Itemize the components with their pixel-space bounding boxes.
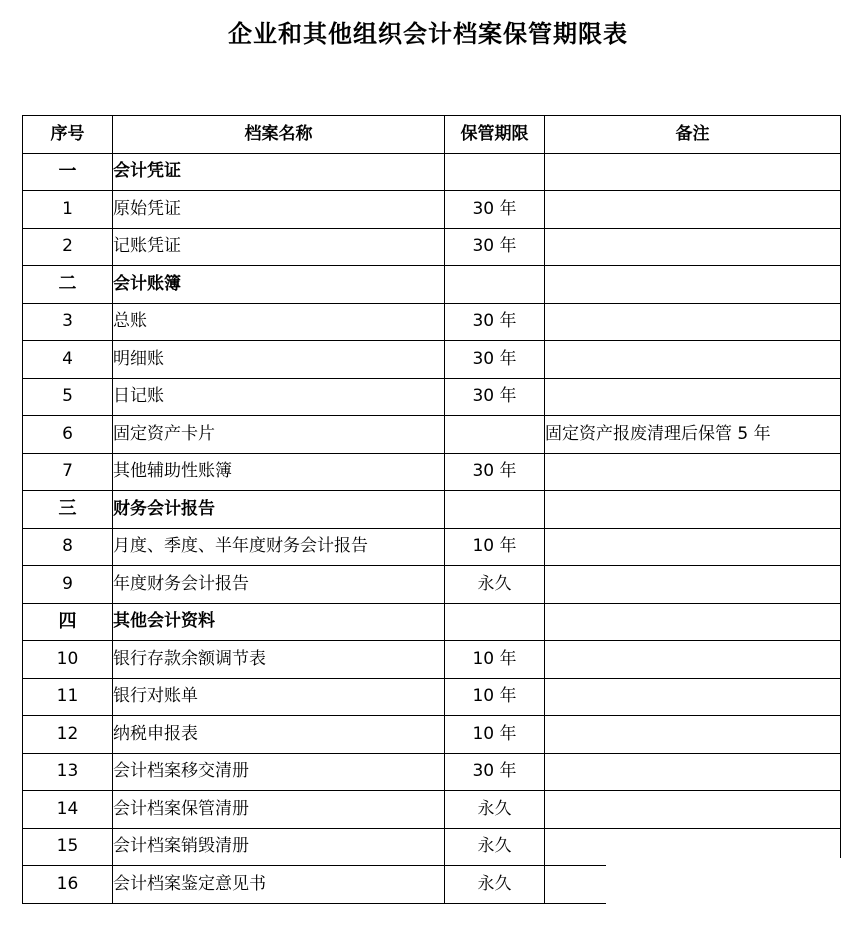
- table-section-row: [23, 603, 841, 641]
- cell-name: 银行对账单: [113, 678, 445, 716]
- cell-seq: 一: [23, 153, 113, 191]
- table-section-row: [23, 153, 841, 191]
- cell-seq: 三: [23, 491, 113, 529]
- cell-period: 永久: [445, 866, 545, 904]
- cell-note: [545, 678, 841, 716]
- table-section-row: [23, 491, 841, 529]
- cell-seq: 11: [23, 678, 113, 716]
- cell-name: 会计档案销毁清册: [113, 828, 445, 866]
- cell-note: [545, 641, 841, 679]
- table-row: [23, 716, 841, 754]
- table-row: [23, 341, 841, 379]
- cell-note: [545, 528, 841, 566]
- cell-period: 10 年: [445, 678, 545, 716]
- cell-period: 30 年: [445, 753, 545, 791]
- cell-name: 银行存款余额调节表: [113, 641, 445, 679]
- header-note: 备注: [545, 116, 841, 154]
- cell-note: [545, 753, 841, 791]
- table-row: [23, 791, 841, 829]
- cell-period: [445, 491, 545, 529]
- cell-name: 会计档案移交清册: [113, 753, 445, 791]
- cell-name: 其他辅助性账簿: [113, 453, 445, 491]
- cell-seq: 6: [23, 416, 113, 454]
- cell-period: 永久: [445, 566, 545, 604]
- cell-period: 永久: [445, 828, 545, 866]
- cell-seq: 16: [23, 866, 113, 904]
- page-title: 企业和其他组织会计档案保管期限表: [228, 20, 628, 48]
- cell-period: [445, 266, 545, 304]
- cell-period: 永久: [445, 791, 545, 829]
- cell-note: [545, 303, 841, 341]
- table-row: [23, 566, 841, 604]
- cell-name: 会计账簿: [113, 266, 445, 304]
- table-row: [23, 228, 841, 266]
- cell-seq: 9: [23, 566, 113, 604]
- table-row: [23, 378, 841, 416]
- table-row: [23, 453, 841, 491]
- cell-period: 30 年: [445, 378, 545, 416]
- cell-name: 会计档案鉴定意见书: [113, 866, 445, 904]
- cell-seq: 5: [23, 378, 113, 416]
- cell-seq: 15: [23, 828, 113, 866]
- cell-period: [445, 603, 545, 641]
- corner-blank: [606, 858, 846, 926]
- cell-name: 会计档案保管清册: [113, 791, 445, 829]
- cell-name: 固定资产卡片: [113, 416, 445, 454]
- cell-note: [545, 228, 841, 266]
- cell-note: [545, 716, 841, 754]
- cell-period: 30 年: [445, 191, 545, 229]
- cell-name: 纳税申报表: [113, 716, 445, 754]
- cell-seq: 四: [23, 603, 113, 641]
- cell-name: 会计凭证: [113, 153, 445, 191]
- cell-period: 30 年: [445, 228, 545, 266]
- cell-seq: 2: [23, 228, 113, 266]
- cell-note: [545, 603, 841, 641]
- cell-period: 30 年: [445, 341, 545, 379]
- cell-name: 总账: [113, 303, 445, 341]
- header-period: 保管期限: [445, 116, 545, 154]
- cell-name: 记账凭证: [113, 228, 445, 266]
- cell-note: [545, 341, 841, 379]
- cell-seq: 10: [23, 641, 113, 679]
- cell-period: 30 年: [445, 303, 545, 341]
- cell-name: 原始凭证: [113, 191, 445, 229]
- cell-name: 日记账: [113, 378, 445, 416]
- cell-period: 10 年: [445, 716, 545, 754]
- cell-note: [545, 791, 841, 829]
- cell-seq: 4: [23, 341, 113, 379]
- cell-period: 10 年: [445, 641, 545, 679]
- cell-name: 明细账: [113, 341, 445, 379]
- cell-seq: 12: [23, 716, 113, 754]
- archive-retention-table: [22, 115, 841, 904]
- table-row: [23, 753, 841, 791]
- cell-name: 财务会计报告: [113, 491, 445, 529]
- cell-seq: 二: [23, 266, 113, 304]
- table-row: [23, 528, 841, 566]
- cell-period: [445, 416, 545, 454]
- table-body: [23, 153, 841, 903]
- cell-note: [545, 191, 841, 229]
- cell-note: [545, 491, 841, 529]
- table-row: [23, 678, 841, 716]
- cell-note: 固定资产报废清理后保管 5 年: [545, 416, 841, 454]
- cell-note: [545, 453, 841, 491]
- cell-name: 月度、季度、半年度财务会计报告: [113, 528, 445, 566]
- cell-name: 年度财务会计报告: [113, 566, 445, 604]
- cell-seq: 1: [23, 191, 113, 229]
- table-row: [23, 191, 841, 229]
- table-row: [23, 303, 841, 341]
- cell-period: 10 年: [445, 528, 545, 566]
- table-row: [23, 641, 841, 679]
- cell-seq: 14: [23, 791, 113, 829]
- header-seq: 序号: [23, 116, 113, 154]
- cell-period: [445, 153, 545, 191]
- cell-seq: 13: [23, 753, 113, 791]
- table-header-row: [23, 116, 841, 154]
- cell-seq: 8: [23, 528, 113, 566]
- table-row: [23, 416, 841, 454]
- table-section-row: [23, 266, 841, 304]
- cell-name: 其他会计资料: [113, 603, 445, 641]
- cell-note: [545, 566, 841, 604]
- cell-seq: 7: [23, 453, 113, 491]
- cell-seq: 3: [23, 303, 113, 341]
- cell-note: [545, 378, 841, 416]
- cell-note: [545, 266, 841, 304]
- header-name: 档案名称: [113, 116, 445, 154]
- cell-note: [545, 153, 841, 191]
- cell-period: 30 年: [445, 453, 545, 491]
